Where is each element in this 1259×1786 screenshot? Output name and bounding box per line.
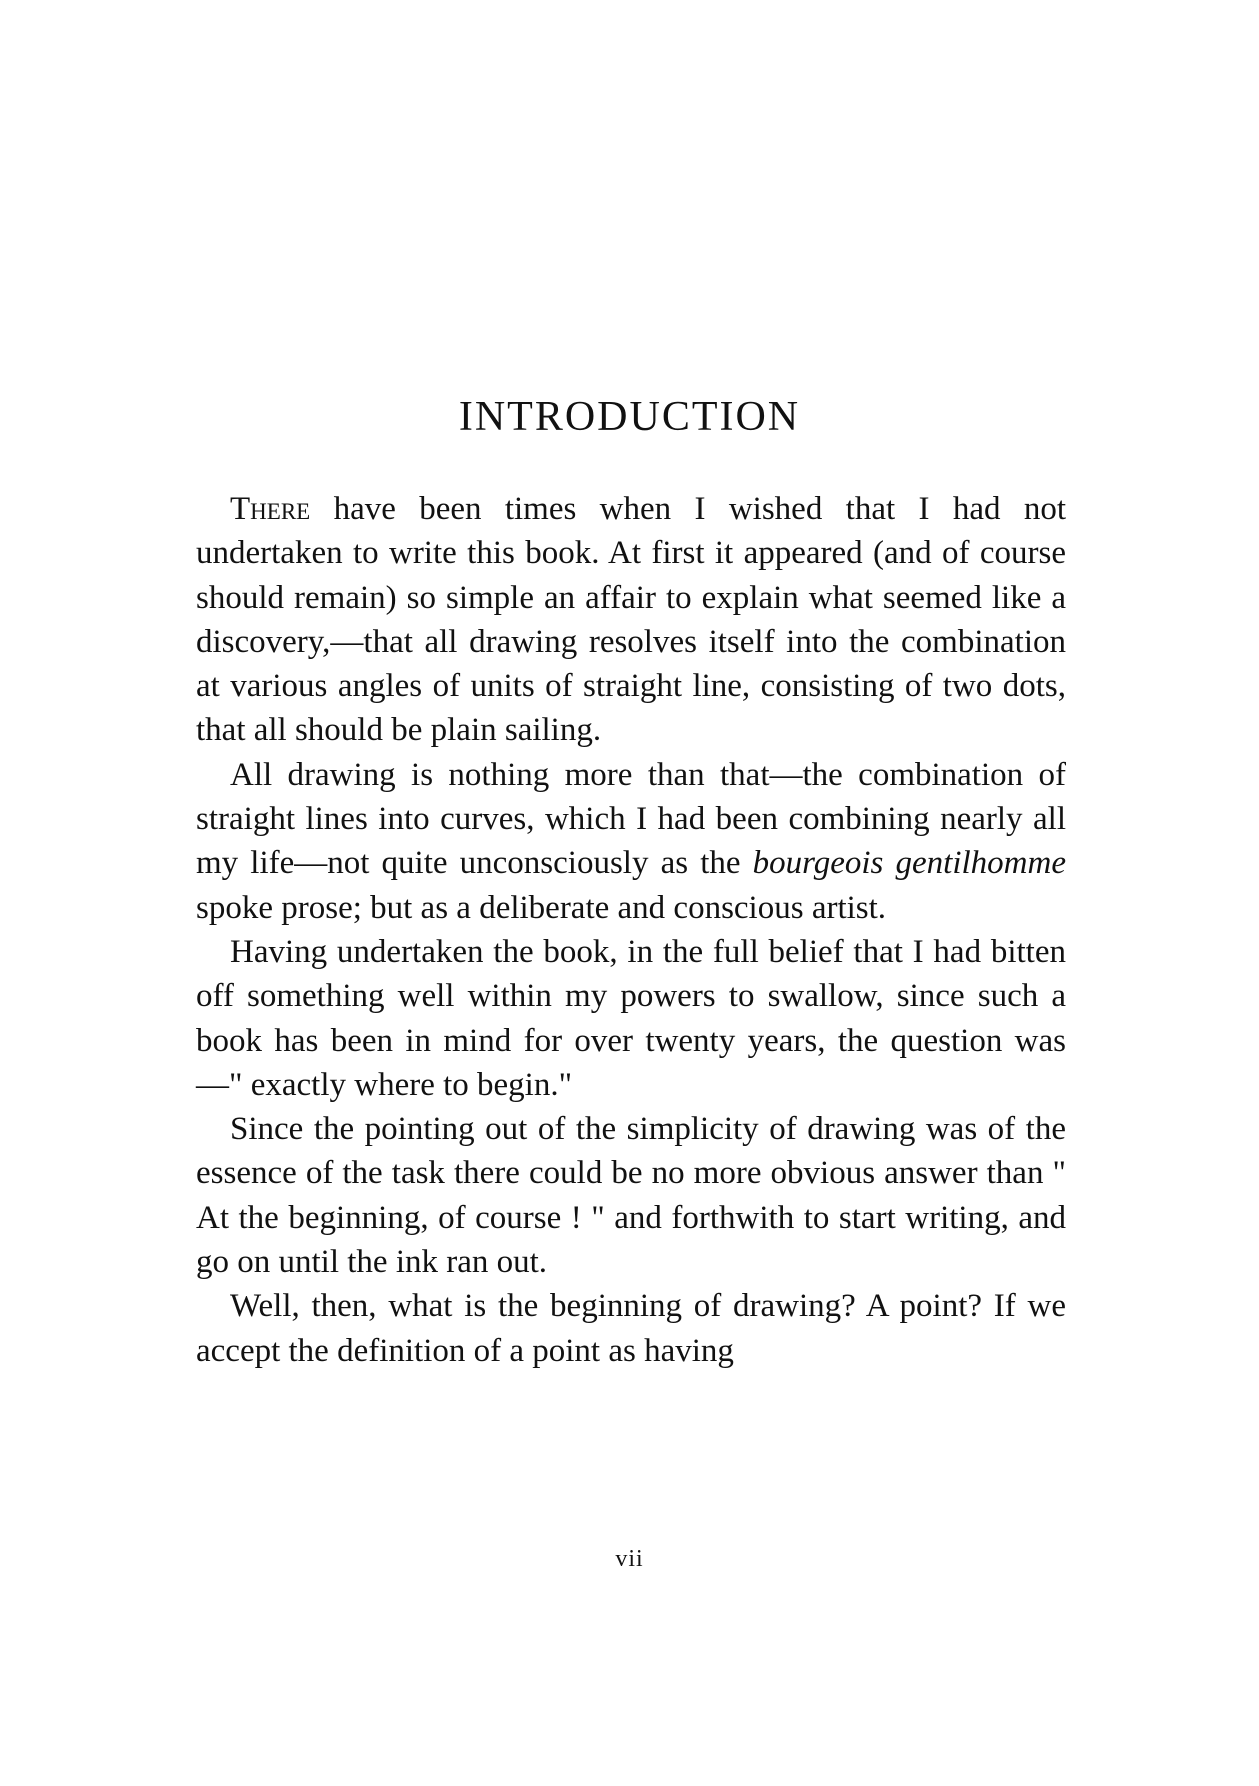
body-text	[196, 487, 1066, 1373]
paragraph-text: Well, then, what is the beginning of drawing? A point? If we accept the definition of a point as having	[196, 1288, 1066, 1369]
paragraph-text: have been times when I wished that I had not undertaken to write this book. At first it appeared (and of course should remain) so simple an affair to explain what seemed like a discovery,—that all drawing resolves itself into the combination at various angles of units of straight line, consisting of two dots, that all should be plain sailing.	[196, 491, 1066, 749]
paragraph	[196, 487, 1066, 753]
paragraph	[196, 1284, 1066, 1373]
italic-phrase: bourgeois gentilhomme	[752, 845, 1066, 882]
paragraph	[196, 930, 1066, 1107]
small-caps-lead: There	[230, 491, 311, 527]
chapter-title: INTRODUCTION	[458, 394, 801, 440]
page-number: vii	[615, 1546, 644, 1572]
paragraph-text: Having undertaken the book, in the full belief that I had bitten off something well within my powers to swallow, since such a book has been in mind for over twenty years, the question was—" exactly where to begin."	[196, 933, 1066, 1103]
paragraph	[196, 1107, 1066, 1284]
paragraph-text: spoke prose; but as a deliberate and conscious artist.	[196, 889, 887, 926]
paragraph	[196, 753, 1066, 930]
paragraph-text: Since the pointing out of the simplicity of drawing was of the essence of the task there could be no more obvious answer than " At the beginning, of course ! " and forthwith to start writing, and go on until the ink ran out.	[196, 1111, 1066, 1281]
paragraph-text: All drawing is nothing more than that—the combination of straight lines into curves, which I had been combining nearly all my life—not quite unconsciously as the	[196, 756, 1066, 882]
